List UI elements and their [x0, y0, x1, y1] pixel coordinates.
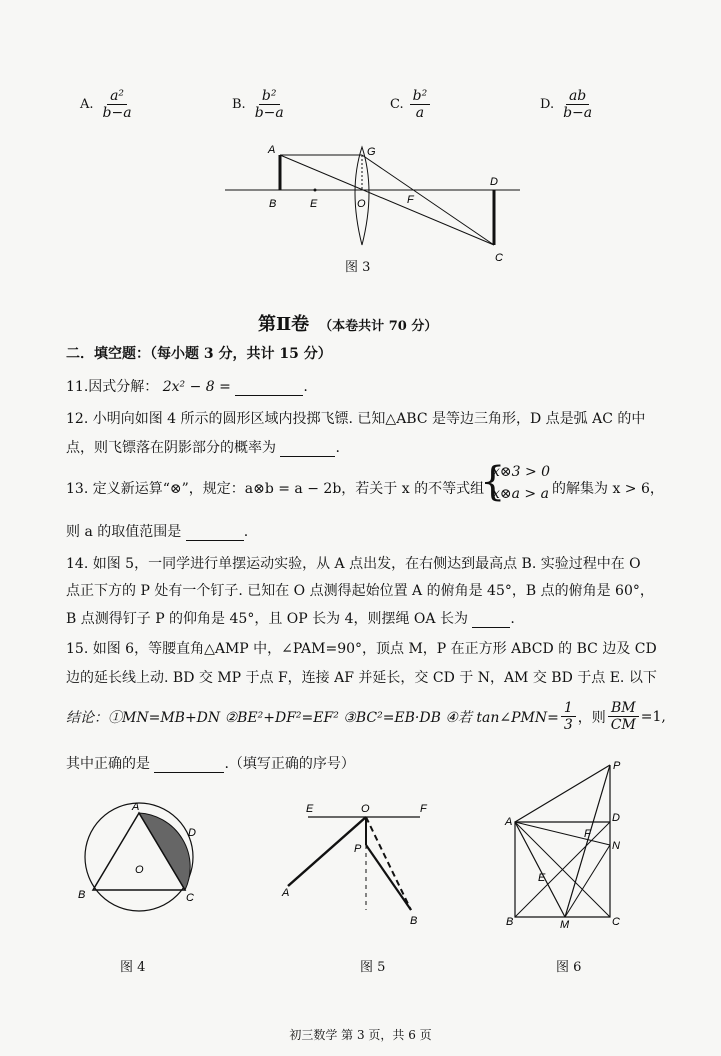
figure-5-pendulum [278, 798, 438, 928]
q12-line1: 12. 小明向如图 4 所示的圆形区域内投掷飞镖. 已知△ABC 是等边三角形，D 点是弧 AC 的中 [66, 411, 646, 427]
label-f: F [407, 194, 414, 206]
label-o: O [361, 803, 370, 815]
q15-text: 其中正确的是 [66, 756, 150, 772]
label-a: A [282, 887, 290, 899]
fraction-denominator: b−a [563, 105, 593, 121]
figure-5-caption: 图 5 [360, 960, 386, 975]
q13-end: . [243, 524, 249, 540]
section-heading [258, 310, 437, 336]
q15-fraction-1 [561, 700, 576, 733]
label-d: D [612, 812, 620, 824]
label-d: D [490, 176, 498, 188]
q15-conclusions [66, 700, 666, 733]
q13-suffix: 的解集为 x > 6， [552, 481, 664, 497]
label-a: A [268, 144, 276, 156]
label-m: M [560, 919, 570, 931]
fraction-denominator: 3 [563, 717, 573, 733]
q13-answer-blank[interactable] [186, 540, 244, 541]
segment-an [515, 822, 610, 845]
label-c: C [186, 892, 194, 904]
part2-note: （每小题 3 分，共计 15 分） [150, 346, 332, 362]
segment-am [515, 822, 565, 917]
label-p: P [354, 843, 362, 855]
option-c [390, 88, 430, 121]
q15-line2: 边的延长线上动. BD 交 MP 于点 F，连接 AF 并延长，交 CD 于 N，AM 交 BD 于点 E. 以下 [66, 670, 657, 686]
label-d: D [188, 827, 196, 839]
figure-6-square [500, 755, 635, 935]
q13-system-2: x⊗a > a [492, 486, 549, 502]
q13-text: 则 a 的取值范围是 [66, 524, 182, 540]
figure-4-circle [72, 800, 212, 925]
q11-prefix: 11.因式分解： [66, 379, 159, 395]
option-letter: D. [540, 97, 555, 112]
question-11 [66, 376, 308, 396]
fraction-denominator: b−a [102, 105, 132, 121]
q13-prefix: 13. 定义新运算“⊗”，规定：a⊗b = a − 2b，若关于 x 的不等式组 [66, 481, 485, 497]
fraction-numerator: ab [566, 88, 589, 105]
q15-line4 [66, 753, 355, 773]
section-title: 第Ⅱ卷 [258, 314, 310, 335]
label-p: P [613, 760, 621, 772]
figure-3-caption: 图 3 [345, 260, 371, 275]
option-fraction [410, 88, 431, 121]
option-a [80, 88, 135, 121]
dashed-ob [366, 817, 411, 910]
label-o: O [135, 864, 144, 876]
fraction-denominator: CM [610, 717, 636, 733]
q11-expression: 2x² − 8 = [162, 379, 231, 395]
figure-3-lens-diagram [215, 135, 535, 270]
option-d [540, 88, 595, 121]
fraction-denominator: b−a [254, 105, 284, 121]
q12-answer-blank[interactable] [280, 456, 335, 457]
q15-end: =1, [640, 708, 666, 725]
q12-line2 [66, 437, 340, 457]
segment-mn [565, 845, 610, 917]
q15-mid: ，则 [577, 709, 606, 726]
label-c: C [612, 916, 620, 928]
fraction-numerator: a² [107, 88, 127, 105]
q15-line4-end: .（填写正确的序号） [224, 756, 355, 772]
q13-line2 [66, 521, 248, 541]
option-fraction [560, 88, 595, 121]
fraction-numerator: BM [608, 700, 639, 717]
q14-line1: 14. 如图 5，一同学进行单摆运动实验，从 A 点出发，在右侧达到最高点 B. 实验过程中在 O [66, 556, 641, 572]
point-e [314, 189, 317, 192]
label-c: C [495, 252, 503, 264]
q11-end: . [303, 379, 308, 395]
q15-answer-blank[interactable] [154, 772, 224, 773]
lens-shape [355, 147, 369, 245]
q14-answer-blank[interactable] [472, 627, 510, 628]
q14-end: . [510, 611, 515, 627]
q12-text: 点，则飞镖落在阴影部分的概率为 [66, 440, 276, 456]
q14-line2: 点正下方的 P 处有一个钉子. 已知在 O 点测得起始位置 A 的俯角是 45°，B 点的俯角是 60°， [66, 583, 654, 599]
section-subtitle: （本卷共计 70 分） [319, 319, 438, 334]
label-e: E [538, 872, 546, 884]
label-b: B [269, 198, 277, 210]
part2-heading [66, 343, 332, 363]
label-e: E [306, 803, 314, 815]
option-b [232, 88, 287, 121]
label-e: E [310, 198, 318, 210]
option-fraction [100, 88, 135, 121]
option-letter: B. [232, 97, 246, 112]
q13-system-1: x⊗3 > 0 [492, 464, 551, 480]
option-fraction [252, 88, 287, 121]
label-b: B [410, 915, 418, 927]
q13-brace: { [480, 459, 506, 505]
label-f: F [420, 803, 427, 815]
part2-title: 二．填空题： [66, 346, 150, 362]
gc-ray [362, 155, 494, 245]
page-footer: 初三数学 第 3 页，共 6 页 [289, 1028, 432, 1042]
fraction-denominator: a [415, 105, 425, 121]
label-n: N [612, 840, 620, 852]
option-letter: A. [80, 97, 94, 112]
q12-end: . [335, 440, 340, 456]
fraction-numerator: 1 [561, 700, 576, 717]
q15-conclusions-text: 结论：①MN=MB+DN ②BE²+DF²=EF² ③BC²=EB·DB ④若 tan∠PMN= [66, 709, 559, 726]
q15-fraction-2 [608, 700, 639, 733]
figure-4-caption: 图 4 [120, 960, 146, 975]
label-b: B [78, 889, 86, 901]
label-f: F [584, 828, 591, 840]
q11-answer-blank[interactable] [235, 395, 303, 396]
q14-line3 [66, 608, 515, 628]
option-letter: C. [390, 97, 404, 112]
segment-pb [366, 845, 411, 910]
figure-6-caption: 图 6 [556, 960, 582, 975]
fraction-numerator: b² [410, 88, 431, 105]
q14-text: B 点测得钉子 P 的仰角是 45°，且 OP 长为 4，则摆绳 OA 长为 [66, 611, 468, 627]
label-o: O [357, 198, 366, 210]
label-g: G [367, 146, 376, 158]
label-b: B [506, 916, 514, 928]
label-a: A [132, 801, 140, 813]
q15-line1: 15. 如图 6，等腰直角△AMP 中，∠PAM=90°，顶点 M，P 在正方形 ABCD 的 BC 边及 CD [66, 641, 657, 657]
label-a: A [505, 816, 513, 828]
fraction-numerator: b² [259, 88, 280, 105]
